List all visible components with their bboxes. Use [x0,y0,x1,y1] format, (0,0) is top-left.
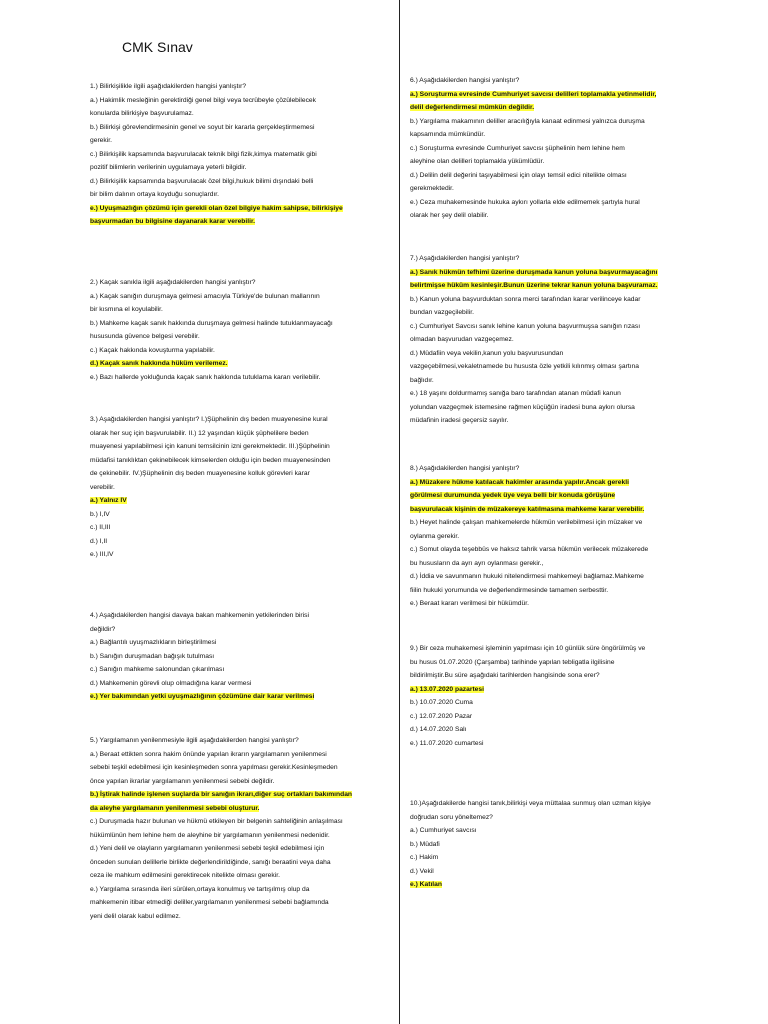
option-line: kapsamında mümkündür. [410,131,486,138]
question-line: muayenesi yapılabilmesi için kanuni temsilcinin izni gerekmektedir. III.)Şüphelinin [90,443,330,450]
option-line: önceden sunulan delillerle birlikte değerlendirildiğinde, sanığı beraatini veya daha [90,858,331,866]
option-line: aleyhine olan delilleri toplamakla yükümlüdür. [410,158,545,165]
option-line: oylanma gerekir. [410,532,460,540]
option-line: d.) İddia ve savunmanın hukuki nitelendirmesi mahkemeyi bağlamaz.Mahkeme [410,573,644,580]
question-4 [90,609,314,704]
option-line: c.) 12.07.2020 Pazar [410,712,473,720]
option-line: c.) Somut olayda teşebbüs ve haksız tahrik varsa hükmün verilecek müzakerede [410,546,649,553]
question-line: verebilir. [90,483,115,491]
answer-line: a.) Müzakere hükme katılacak hakimler arasında yapılır.Ancak gerekli [410,478,629,486]
question-line: c.) Hakim [410,854,439,861]
option-line: d.) Müdafiin veya vekilin,kanun yolu başvurusundan [410,349,564,357]
question-line: a.) Hakimlik mesleğinin gerektirdiği genel bilgi veya tecrübeyle çözülebilecek [90,96,316,104]
option-line: gerekmektedir. [410,185,454,192]
question-line: sebebi teşkil edebilmesi için kesinleşmeden sonra yapılması gerekir.Kesinleşmeden [90,764,338,771]
question-line: gerekir. [90,137,112,144]
option-line: bundan vazgeçilebilir. [410,309,474,316]
question-10 [410,797,651,892]
option-line: c.) Cumhuriyet Savcısı sanık lehine kanun yoluna başvurmuşsa sanığın rızası [410,322,641,330]
answer-line: e.) Uyuşmazlığın çözümü için gerekli olan özel bilgiye hakim sahipse, bilirkişiye [90,204,343,212]
column-divider [399,0,400,1024]
document-title: CMK Sınav [122,39,193,55]
option-line: b.) 10.07.2020 Cuma [410,699,473,706]
question-line: b.) Müdafi [410,840,440,848]
question-line: 2.) Kaçak sanıkla ilgili aşağıdakilerden hangisi yanlıştır? [90,279,256,286]
option-line: olmadan başvurudan vazgeçemez. [410,336,514,343]
question-line: 9.) Bir ceza muhakemesi işleminin yapılması için 10 günlük süre öngörülmüş ve [410,645,646,652]
option-line: c.) Duruşmada hazır bulunan ve hükmü etkileyen bir belgenin sahteliğinin anlaşılması [90,818,343,825]
option-line: fiilin hukuki yorumunda ve değerlendirmesinde tamamen serbesttir. [410,586,609,594]
option-line: b.) I,IV [90,510,110,518]
option-line: d.) Yeni delil ve olayların yargılamanın yenilenmesi sebebi teşkil edebilmesi için [90,845,325,852]
option-line: mahkemenin itibar etmediği deliller,yargılamanın yenilenmesi sebebi bağlamında [90,899,329,906]
option-line: bu hususların da ayrı ayrı oylanması gerekir., [410,559,544,567]
question-line: hususunda güvence belgesi verebilir. [90,333,200,340]
question-line: bir bilim dalının ortaya koyduğu sonuçlardır. [90,191,219,198]
question-line: b.) Bilirkişi görevlendirmesinin genel ve soyut bir kararla gerçekleştirmemesi [90,123,315,131]
question-line: d.) Vekil [410,867,434,875]
question-line: 4.) Aşağıdakilerden hangisi davaya bakan mahkemenin yetkilerinden birisi [90,612,309,619]
option-line: e.) Ceza muhakemesinde hukuka aykırı yollarla elde edilmemek şartıyla hural [410,198,640,206]
question-line: 10.)Aşağıdakilerde hangisi tanık,bilirkişi veya müttalaa sunmuş olan uzman kişiye [410,800,651,807]
option-line: b.) Yargılama makamının deliller aracılığıyla kanaat edinmesi yalnızca duruşma [410,117,645,125]
option-line: b.) Heyet halinde çalışan mahkemelerde hükmün verilebilmesi için müzaker ve [410,519,643,526]
answer-line: e.) Yer bakımından yetki uyuşmazlığının çözümüne dair karar verilmesi [90,693,315,700]
answer-line: a.) Soruşturma evresinde Cumhuriyet savcısı delilleri toplamakla yetinmelidir, [410,90,657,98]
answer-line: a.) 13.07.2020 pazartesi [410,685,484,693]
question-line: değildir? [90,625,116,633]
question-7 [410,252,658,428]
question-line: 6.) Aşağıdakilerden hangisi yanlıştır? [410,77,520,84]
question-line: doğrudan soru yöneltemez? [410,813,493,821]
question-line: önce yapılan ikrarlar yargılamanın yenilenmesi sebebi değildir. [90,777,275,785]
question-line: c.) Bilirkişilik kapsamında başvurulacak teknik bilgi fizik,kimya matematik gibi [90,150,317,158]
option-line: yeni delil olarak kabul edilmez. [90,912,181,920]
question-line: a.) Beraat ettikten sonra hakim önünde yapılan ikrarın yargılamanın yenilenmesi [90,750,327,758]
question-9 [410,642,645,750]
answer-line: da aleyhe yargılamanın yenilenmesi sebebi oluşturur. [90,804,260,812]
option-line: vazgeçebilmesi,vekaletnamede bu hususta özle yetkili kılınmış olması şartına [410,363,639,370]
answer-line: delil değerlendirmesi mümkün değildir. [410,104,535,111]
option-line: d.) I,II [90,537,108,545]
option-line: d.) Delilin delil değerini taşıyabilmesi için olayı temsil edici nitelikte olması [410,171,627,179]
option-line: e.) Yargılama sırasında ileri sürülen,ortaya konulmuş ve tartışılmış olup da [90,885,310,893]
option-line: hükümlünün hem lehine hem de aleyhine bir yargılamanın yenilenmesi nedenidir. [90,831,330,839]
option-line: e.) III,IV [90,551,114,558]
option-line: e.) 18 yaşını doldurmamış sanığa baro tarafından atanan müdafi kanun [410,390,621,397]
question-8 [410,462,648,611]
question-1 [90,80,343,229]
answer-line: görülmesi durumunda yedek üye veya belli bir konuda görüşüne [410,492,616,499]
question-line: a.) Bağlantılı uyuşmazlıkların birleştirilmesi [90,639,217,646]
option-line: yolundan vazgeçmek istemesine rağmen küçüğün iradesi buna aykırı olursa [410,403,635,411]
answer-line: b.) İştirak halinde işlenen suçlarda bir sanığın ikrarı,diğer suç ortakları bakımından [90,791,353,798]
question-line: a.) Kaçak sanığın duruşmaya gelmesi amacıyla Türkiye'de bulunan mallarının [90,292,320,300]
option-line: olarak her şey delil olabilir. [410,212,489,219]
question-line: 5.) Yargılamanın yenilenmesiyle ilgili aşağıdakilerden hangisi yanlıştır? [90,737,299,744]
question-line: b.) Mahkeme kaçak sanık hakkında duruşmaya gelmesi halinde tutuklanmayacağı [90,319,333,327]
question-line: konularda bilirkişiye başvurulamaz. [90,110,194,117]
question-line: c.) Kaçak hakkında kovuşturma yapılabilir. [90,346,215,354]
answer-line: başvurulacak kişinin de müzakereye katılmasına mahkeme karar verebilir. [410,505,645,513]
question-line: 1.) Bilirkişilikle ilgili aşağıdakilerden hangisi yanlıştır? [90,83,247,90]
answer-line: başvurmadan bu bilgisine dayanarak karar verebilir. [90,218,256,225]
option-line: e.) Bazı hallerde yokluğunda kaçak sanık hakkında tutuklama kararı verilebilir. [90,373,321,381]
question-line: bir kısmına el koyulabilir. [90,306,163,313]
question-line: 3.) Aşağıdakilerden hangisi yanlıştır? I.)Şüphelinin dış beden muayenesine kural [90,416,328,423]
option-line: c.) II,III [90,524,111,531]
question-line: d.) Mahkemenin görevli olup olmadığına karar vermesi [90,679,252,687]
option-line: b.) Kanun yoluna başvurduktan sonra merci tarafından karar verilinceye kadar [410,295,641,303]
option-line: ceza ile mahkum edilmesini gerektirecek nitelikte olması gerekir. [90,872,280,879]
question-line: c.) Sanığın mahkeme salonundan çıkarılması [90,666,225,673]
question-line: d.) Bilirkişilik kapsamında başvurulacak özel bilgi,hukuk bilimi dışındaki belli [90,177,314,185]
question-line: olarak her suç için başvurulabilir. II.) 12 yaşından küçük şüphelilere beden [90,429,309,437]
answer-line: d.) Kaçak sanık hakkında hüküm verilemez. [90,360,228,367]
question-line: b.) Sanığın duruşmadan bağışık tutulması [90,652,215,660]
option-line: müdafinin iradesi geçersiz sayılır. [410,417,509,424]
question-2 [90,276,333,384]
question-5 [90,734,352,923]
question-line: 8.) Aşağıdakilerden hangisi yanlıştır? [410,465,520,472]
question-3 [90,413,331,562]
option-line: d.) 14.07.2020 Salı [410,726,467,733]
answer-line: belirtmişse hüküm kesinleşir.Bunun üzerine tekrar kanun yoluna başvuramaz. [410,282,658,289]
question-6 [410,74,656,223]
answer-line: a.) Sanık hükmün tefhimi üzerine duruşmada kanun yoluna başvurmayacağını [410,268,658,276]
question-line: müdafisi tanıklıktan çekinebilecek kimselerden olduğu için beden muayenesinden [90,456,331,464]
question-line: bu husus 01.07.2020 (Çarşamba) tarihinde yapılan tebligatla ilgilisine [410,658,615,666]
question-line: a.) Cumhuriyet savcısı [410,827,477,834]
option-line: e.) Beraat kararı verilmesi bir hükümdür. [410,600,529,607]
answer-line: e.) Katılan [410,881,442,888]
option-line: e.) 11.07.2020 cumartesi [410,739,484,747]
question-line: 7.) Aşağıdakilerden hangisi yanlıştır? [410,255,520,262]
option-line: c.) Soruşturma evresinde Cumhuriyet savcısı şüphelinin hem lehine hem [410,144,625,152]
question-line: de çekinebilir. IV.)Şüphelinin dış beden muayenesine kolluk görevleri karar [90,470,310,477]
question-line: pozitif bilimlerin verilerinin uygulamaya yeterli bilgidir. [90,164,247,171]
question-line: bildirilmiştir.Bu süre aşağıdaki tarihlerden hangisinde sona erer? [410,672,600,679]
answer-line: a.) Yalnız IV [90,497,127,504]
option-line: bağlıdır. [410,376,434,384]
